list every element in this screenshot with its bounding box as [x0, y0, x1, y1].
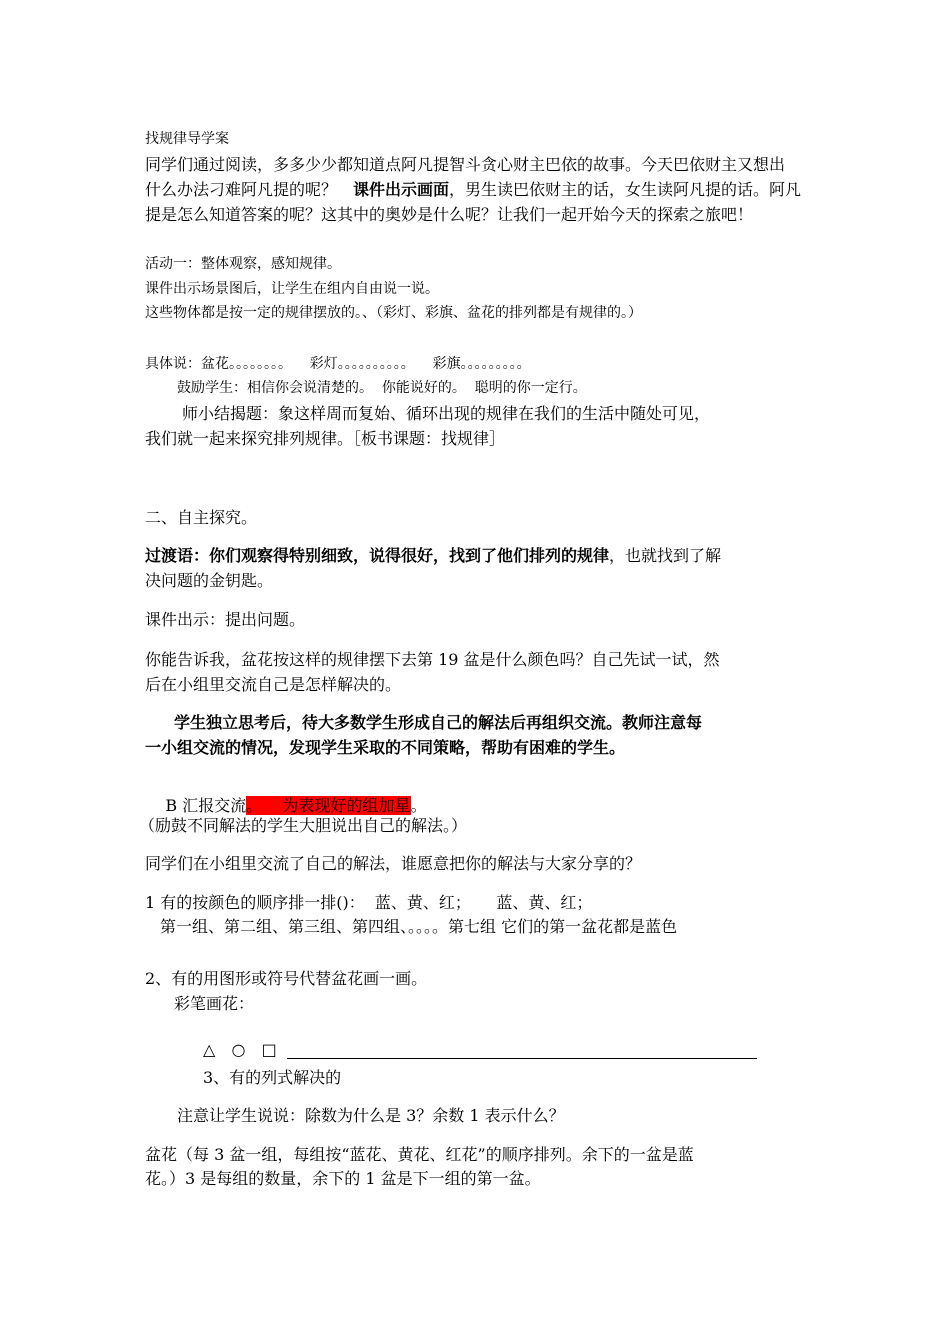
question-line-2: 后在小组里交流自己是怎样解决的。	[145, 675, 402, 694]
explain-line-2: 花。）3 是每组的数量，余下的 1 盆是下一组的第一盆。	[145, 1169, 541, 1188]
transition-line-1	[145, 543, 721, 566]
intro-line-1: 同学们通过阅读，多多少少都知道点阿凡提智斗贪心财主巴依的故事。今天巴依财主又想出	[145, 155, 786, 174]
intro-line-2	[145, 177, 801, 200]
share-prompt: 同学们在小组里交流了自己的解法，谁愿意把你的解法与大家分享的？	[145, 854, 642, 873]
method-1-detail: 第一组、第二组、第三组、第四组、。。。。第七组 它们的第一盆花都是蓝色	[160, 917, 678, 936]
method-2: 2、有的用图形或符号代替盆花画一画。	[145, 969, 428, 988]
activity1-summary-1: 师小结揭题：象这样周而复始、循环出现的规律在我们的生活中随处可见，	[182, 404, 711, 423]
explain-line-1: 盆花（每 3 盆一组，每组按“蓝花、黄花、红花”的顺序排列。余下的一盆是蓝	[145, 1145, 694, 1164]
courseware-question: 课件出示：提出问题。	[145, 610, 306, 629]
encourage-methods: （励鼓不同解法的学生大胆说出自己的解法。）	[139, 816, 468, 835]
shape-symbols: △ ○ □	[203, 1040, 279, 1059]
report-prefix: B 汇报交流	[165, 796, 247, 815]
activity1-line-3: 这些物体都是按一定的规律摆放的。、（彩灯、彩旗、盆花的排列都是有规律的。）	[145, 305, 642, 321]
think-line-2: 一小组交流的情况，发现学生采取的不同策略，帮助有困难的学生。	[145, 738, 626, 757]
transition-rest: ，也就找到了解	[609, 546, 722, 565]
intro-line-2-text: 什么办法刁难阿凡提的呢？	[145, 180, 338, 199]
transition-bold: 过渡语：你们观察得特别细致，说得很好，找到了他们排列的规律	[145, 546, 610, 565]
transition-line-2: 决问题的金钥匙。	[145, 571, 274, 590]
answer-underline	[287, 1044, 757, 1059]
method-2-detail: 彩笔画花：	[174, 994, 255, 1013]
section2-heading: 二、自主探究。	[145, 508, 258, 527]
think-line-1: 学生独立思考后，待大多数学生形成自己的解法后再组织交流。教师注意每	[174, 713, 703, 732]
intro-courseware-bold: 课件出示画面	[353, 180, 450, 199]
report-suffix: 。	[410, 796, 427, 815]
intro-line-3: 提是怎么知道答案的呢？这其中的奥妙是什么呢？让我们一起开始今天的探索之旅吧！	[145, 205, 754, 224]
report-highlight: 。 为表现好的组加星	[246, 796, 411, 815]
doc-title: 找规律导学案	[145, 131, 229, 147]
activity1-encourage: 鼓励学生：相信你会说清楚的。 你能说好的。 聪明的你一定行。	[177, 380, 587, 396]
method-3: 3、有的列式解决的	[203, 1068, 342, 1087]
intro-line-2-rest: ，男生读巴依财主的话，女生读阿凡提的话。阿凡	[449, 180, 802, 199]
activity1-detail: 具体说：盆花。。。。。。。。 彩灯。。。。。。。。。。 彩旗。。。。。。。。。	[145, 356, 531, 372]
shapes-line	[203, 1040, 757, 1059]
teacher-note: 注意让学生说说：除数为什么是 3？余数 1 表示什么？	[177, 1106, 565, 1125]
question-line-1: 你能告诉我，盆花按这样的规律摆下去第 19 盆是什么颜色吗？自己先试一试，然	[145, 650, 720, 669]
method-1: 1 有的按颜色的顺序排一排()： 蓝、黄、红； 蓝、黄、红；	[145, 893, 593, 912]
activity1-line-2: 课件出示场景图后，让学生在组内自由说一说。	[145, 281, 439, 297]
activity1-summary-2: 我们就一起来探究排列规律。［板书课题：找规律］	[145, 429, 506, 448]
activity1-heading: 活动一：整体观察，感知规律。	[145, 256, 341, 272]
